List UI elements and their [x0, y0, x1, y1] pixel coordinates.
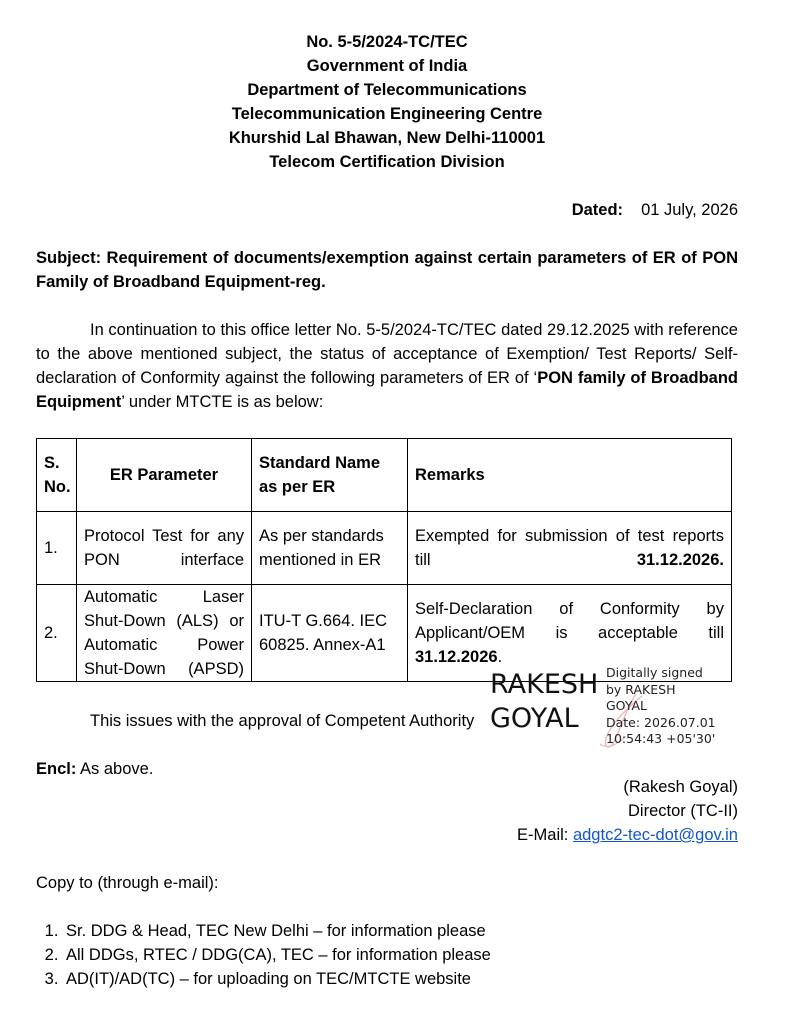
table-row — [37, 512, 732, 585]
signature-name-first: RAKESH — [490, 669, 599, 700]
signature-name-last: GOYAL — [490, 703, 579, 734]
date-label: Dated: — [571, 201, 624, 219]
body-text-bold: PON family of Broadband Equipment — [36, 369, 738, 411]
date-value: 01 July, 2026 — [641, 201, 738, 219]
signatory-email-line — [36, 823, 738, 847]
enclosure-value: As above. — [80, 760, 154, 778]
remarks-date: 31.12.2026. — [636, 551, 724, 569]
header-er-parameter: ER Parameter — [77, 439, 252, 512]
email-link[interactable]: adgtc2-tec-dot@gov.in — [572, 826, 738, 844]
approval-line: This issues with the approval of Competent Authority — [90, 712, 475, 730]
signature-info-line: 10:54:43 +05'30' — [606, 731, 716, 746]
signature-info-line: Digitally signed — [606, 665, 703, 680]
signature-name — [490, 668, 598, 736]
centre-line: Telecommunication Engineering Centre — [231, 105, 543, 123]
copy-to-title: Copy to (through e-mail): — [36, 874, 219, 892]
remarks-date: 31.12.2026 — [415, 648, 498, 666]
department-line: Department of Telecommunications — [247, 81, 527, 99]
enclosure-label: Encl: — [36, 760, 77, 778]
cell-sno: 1. — [37, 512, 77, 585]
cell-sno: 2. — [37, 585, 77, 682]
signature-info-line: by RAKESH — [606, 681, 676, 697]
signature-details — [606, 665, 716, 748]
copy-to-list — [36, 919, 738, 991]
letter — [36, 30, 738, 991]
body-paragraph — [36, 318, 738, 414]
list-item: 1. Sr. DDG & Head, TEC New Delhi – for information please — [63, 919, 738, 943]
cell-er-parameter: Automatic Laser Shut-Down (ALS) or Automatic Power Shut-Down (APSD) — [77, 585, 252, 682]
remarks-text: Exempted for submission of test reports till — [415, 527, 724, 569]
subject-line: Subject: Requirement of documents/exemption against certain parameters of ER of PON Family of Broadband Equipment-reg. — [36, 249, 738, 291]
cell-standard-name: ITU-T G.664. IEC 60825. Annex-A1 — [252, 585, 408, 682]
signatory-designation: Director (TC-II) — [628, 802, 738, 820]
email-label: E-Mail: — [517, 826, 573, 844]
date-line — [36, 198, 738, 222]
remarks-text: Self-Declaration of Conformity by Applicant/OEM is acceptable till — [415, 600, 724, 642]
parameters-table — [36, 438, 732, 682]
header-remarks: Remarks — [408, 439, 732, 512]
reference-number: No. 5-5/2024-TC/TEC — [306, 33, 468, 51]
remarks-tail: . — [497, 648, 503, 666]
list-item: 3. AD(IT)/AD(TC) – for uploading on TEC/MTCTE website — [63, 967, 738, 991]
signatory-name: (Rakesh Goyal) — [623, 778, 738, 796]
header-sno: S. No. — [37, 439, 77, 512]
header-standard-name: Standard Name as per ER — [252, 439, 408, 512]
division-line: Telecom Certification Division — [269, 153, 505, 171]
body-text-2: ’ under MTCTE is as below: — [121, 393, 324, 411]
cell-remarks — [408, 512, 732, 585]
cell-er-parameter: Protocol Test for any PON interface — [77, 512, 252, 585]
list-item: 2. All DDGs, RTEC / DDG(CA), TEC – for information please — [63, 943, 738, 967]
signature-info-line: Date: 2026.07.01 — [606, 714, 716, 730]
signature-info-line: GOYAL — [606, 698, 648, 713]
digital-signature — [490, 664, 750, 754]
cell-standard-name: As per standards mentioned in ER — [252, 512, 408, 585]
body-text-1: In continuation to this office letter No. 5-5/2024-TC/TEC dated 29.12.2025 with reference to the above mentioned subject, the status of acceptance of Exemption/ Test Reports/ Self-declaration of Conformity against the following parameters of ER of ‘ — [36, 321, 738, 387]
table-header-row — [37, 439, 732, 512]
address-line: Khurshid Lal Bhawan, New Delhi-110001 — [228, 129, 546, 147]
government-line: Government of India — [306, 57, 468, 75]
